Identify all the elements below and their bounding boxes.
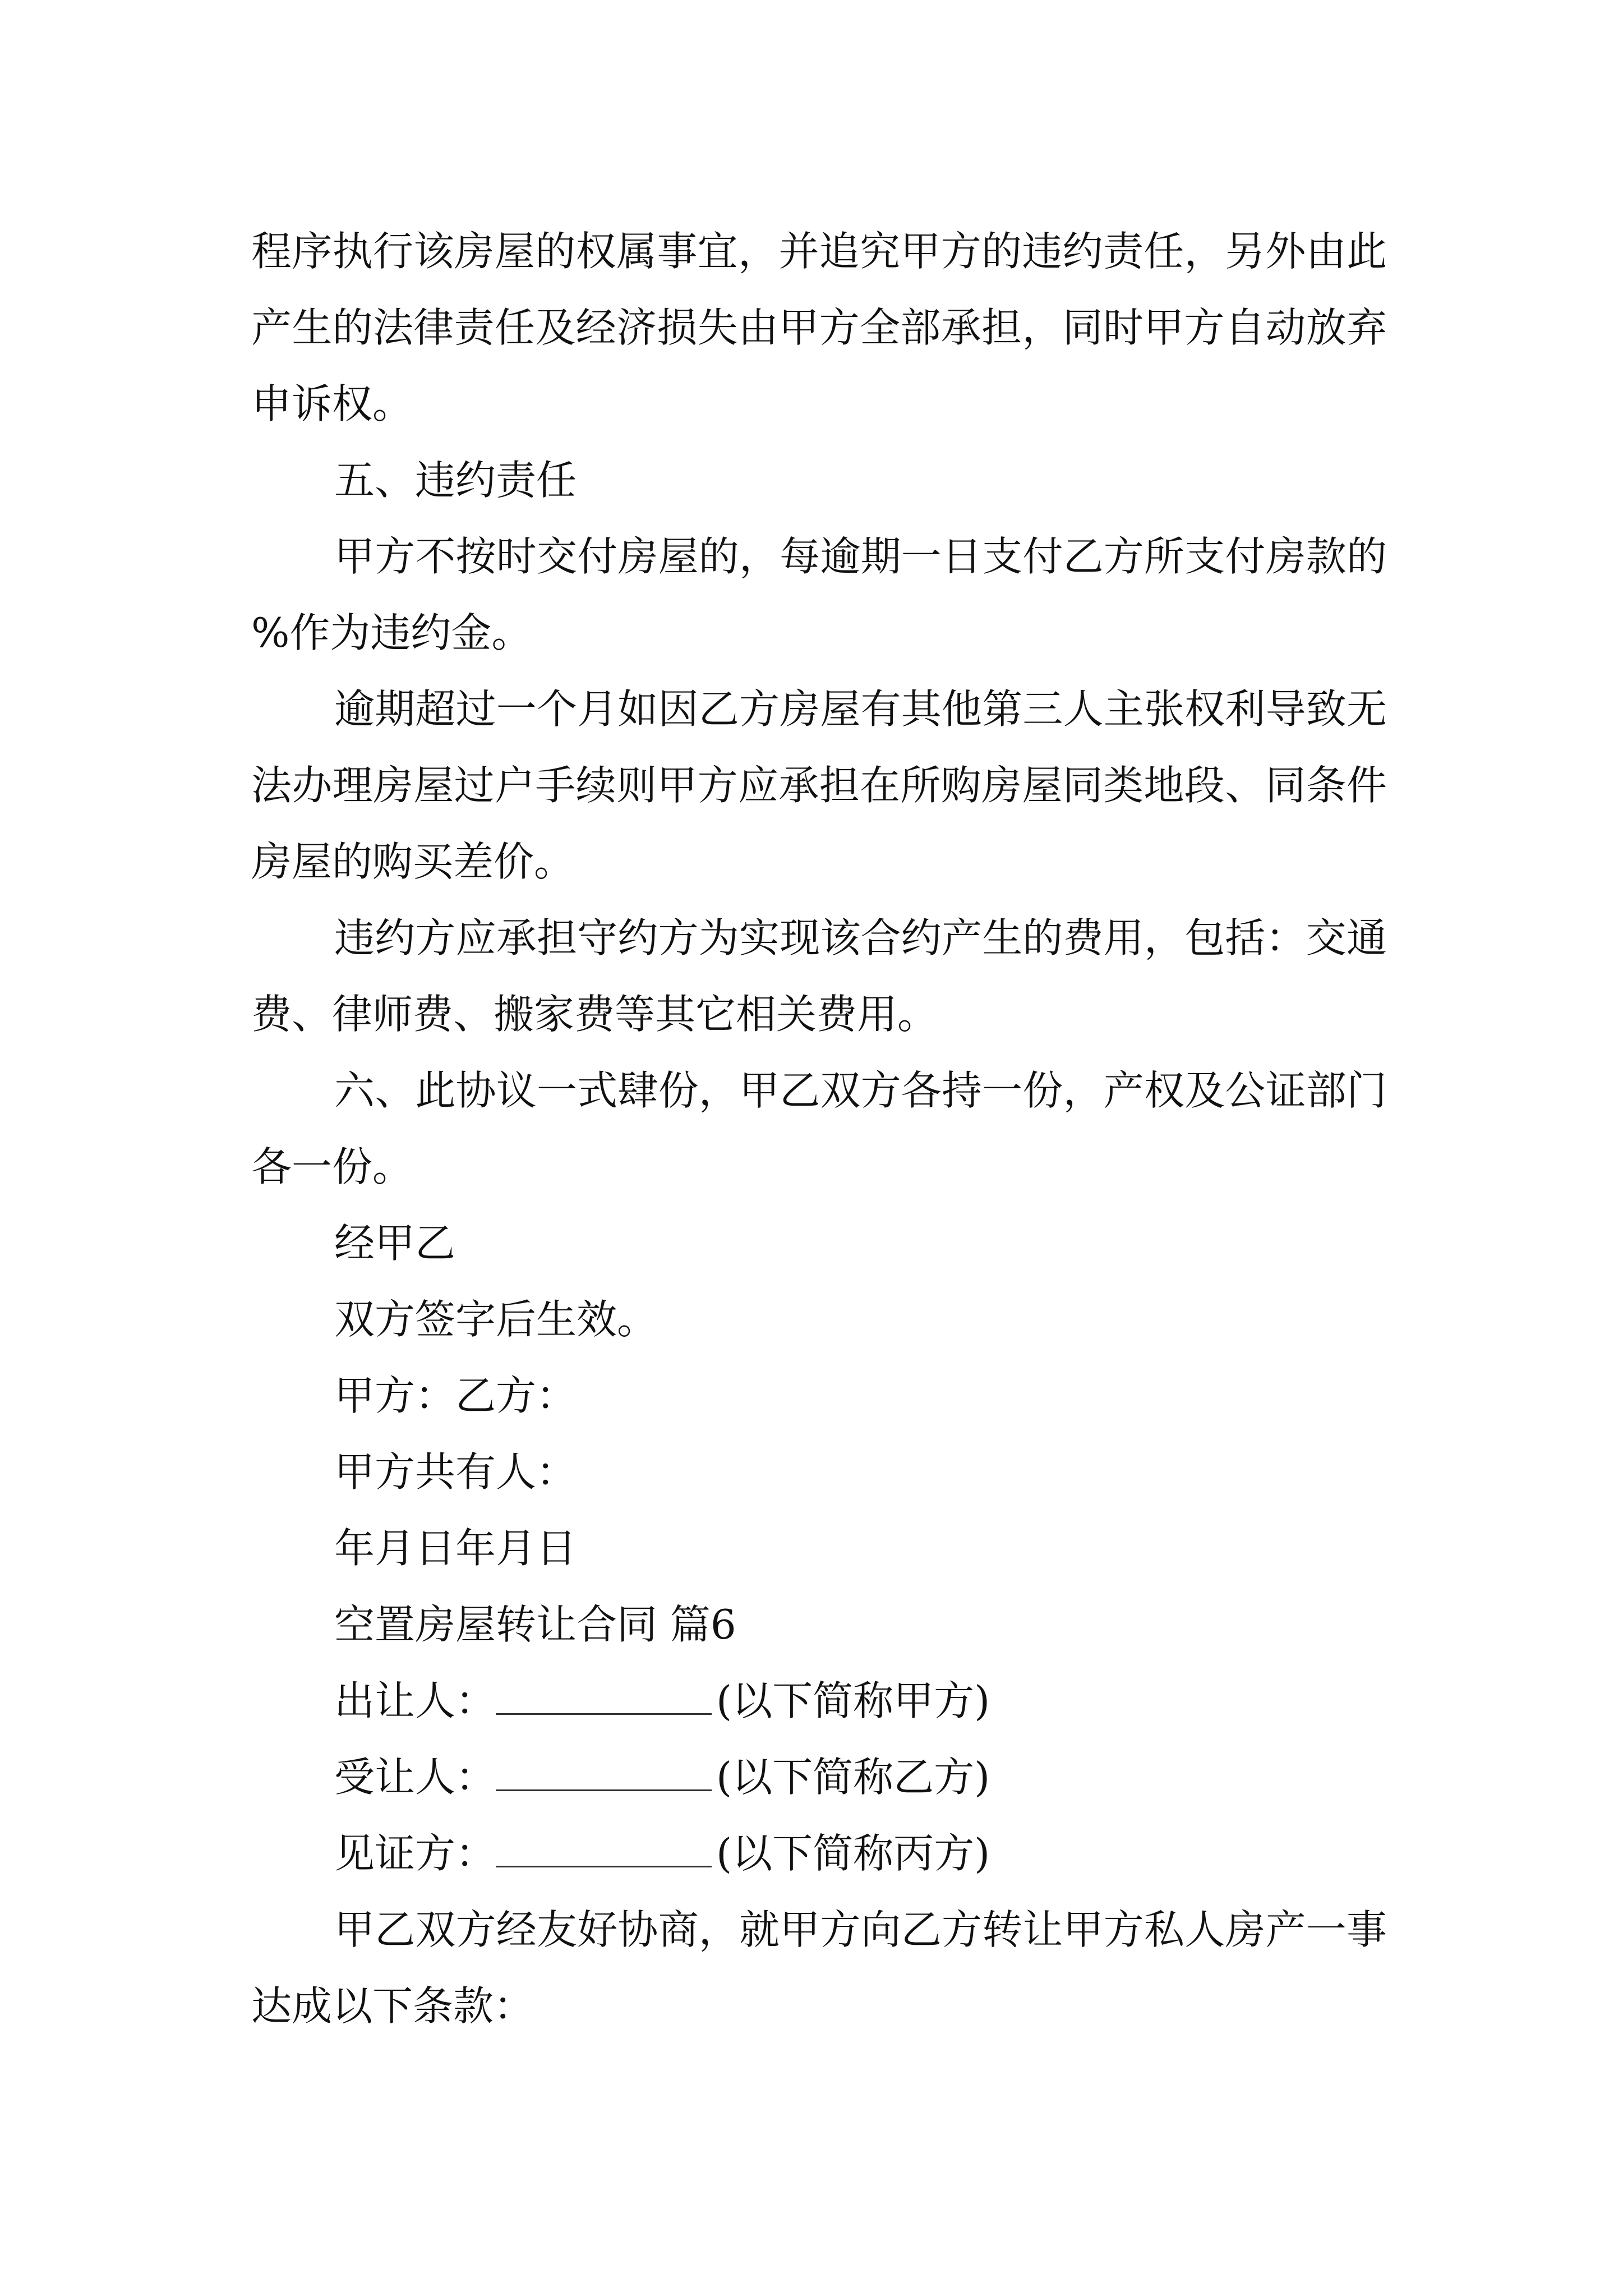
paragraph-signing-line-2: 双方签字后生效。 bbox=[334, 1296, 658, 1343]
paragraph-continuation: 程序执行该房屋的权属事宜，并追究甲方的违约责任，另外由此产生的法律责任及经济损失由甲方全部承担，同时甲方自动放弃申诉权。 bbox=[251, 228, 1387, 427]
contract-title: 空置房屋转让合同 篇6 bbox=[334, 1601, 736, 1648]
document-body bbox=[251, 213, 1387, 2044]
paragraph-late-delivery-penalty: 甲方不按时交付房屋的，每逾期一日支付乙方所支付房款的 %作为违约金。 bbox=[251, 533, 1387, 656]
paragraph-breach-costs: 违约方应承担守约方为实现该合约产生的费用，包括：交通费、律师费、搬家费等其它相关费用。 bbox=[251, 914, 1387, 1038]
signature-parties: 甲方：乙方： bbox=[334, 1372, 577, 1419]
section-heading-breach-liability: 五、违约责任 bbox=[334, 457, 577, 504]
field-transferee bbox=[251, 1739, 1387, 1815]
blank-underline bbox=[496, 1674, 712, 1715]
signature-dates: 年月日年月日 bbox=[334, 1525, 577, 1572]
field-suffix: (以下简称丙方) bbox=[716, 1830, 990, 1877]
blank-underline bbox=[496, 1826, 712, 1867]
paragraph-overdue-transfer: 逾期超过一个月如因乙方房屋有其他第三人主张权利导致无法办理房屋过户手续则甲方应承担在所购房屋同类地段、同条件房屋的购买差价。 bbox=[251, 685, 1387, 885]
paragraph-copies: 六、此协议一式肆份，甲乙双方各持一份，产权及公证部门各一份。 bbox=[251, 1067, 1387, 1190]
paragraph-agreement-intro: 甲乙双方经友好协商，就甲方向乙方转让甲方私人房产一事达成以下条款： bbox=[251, 1906, 1387, 2030]
field-suffix: (以下简称甲方) bbox=[716, 1677, 990, 1724]
field-witness bbox=[251, 1815, 1387, 1892]
field-label: 受让人： bbox=[334, 1754, 496, 1801]
blank-underline bbox=[496, 1750, 712, 1791]
field-suffix: (以下简称乙方) bbox=[716, 1754, 990, 1801]
field-label: 出让人： bbox=[334, 1677, 496, 1724]
field-transferor bbox=[251, 1663, 1387, 1739]
paragraph-signing-line-1: 经甲乙 bbox=[334, 1220, 456, 1267]
field-label: 见证方： bbox=[334, 1830, 496, 1877]
signature-co-owner: 甲方共有人： bbox=[334, 1448, 577, 1496]
